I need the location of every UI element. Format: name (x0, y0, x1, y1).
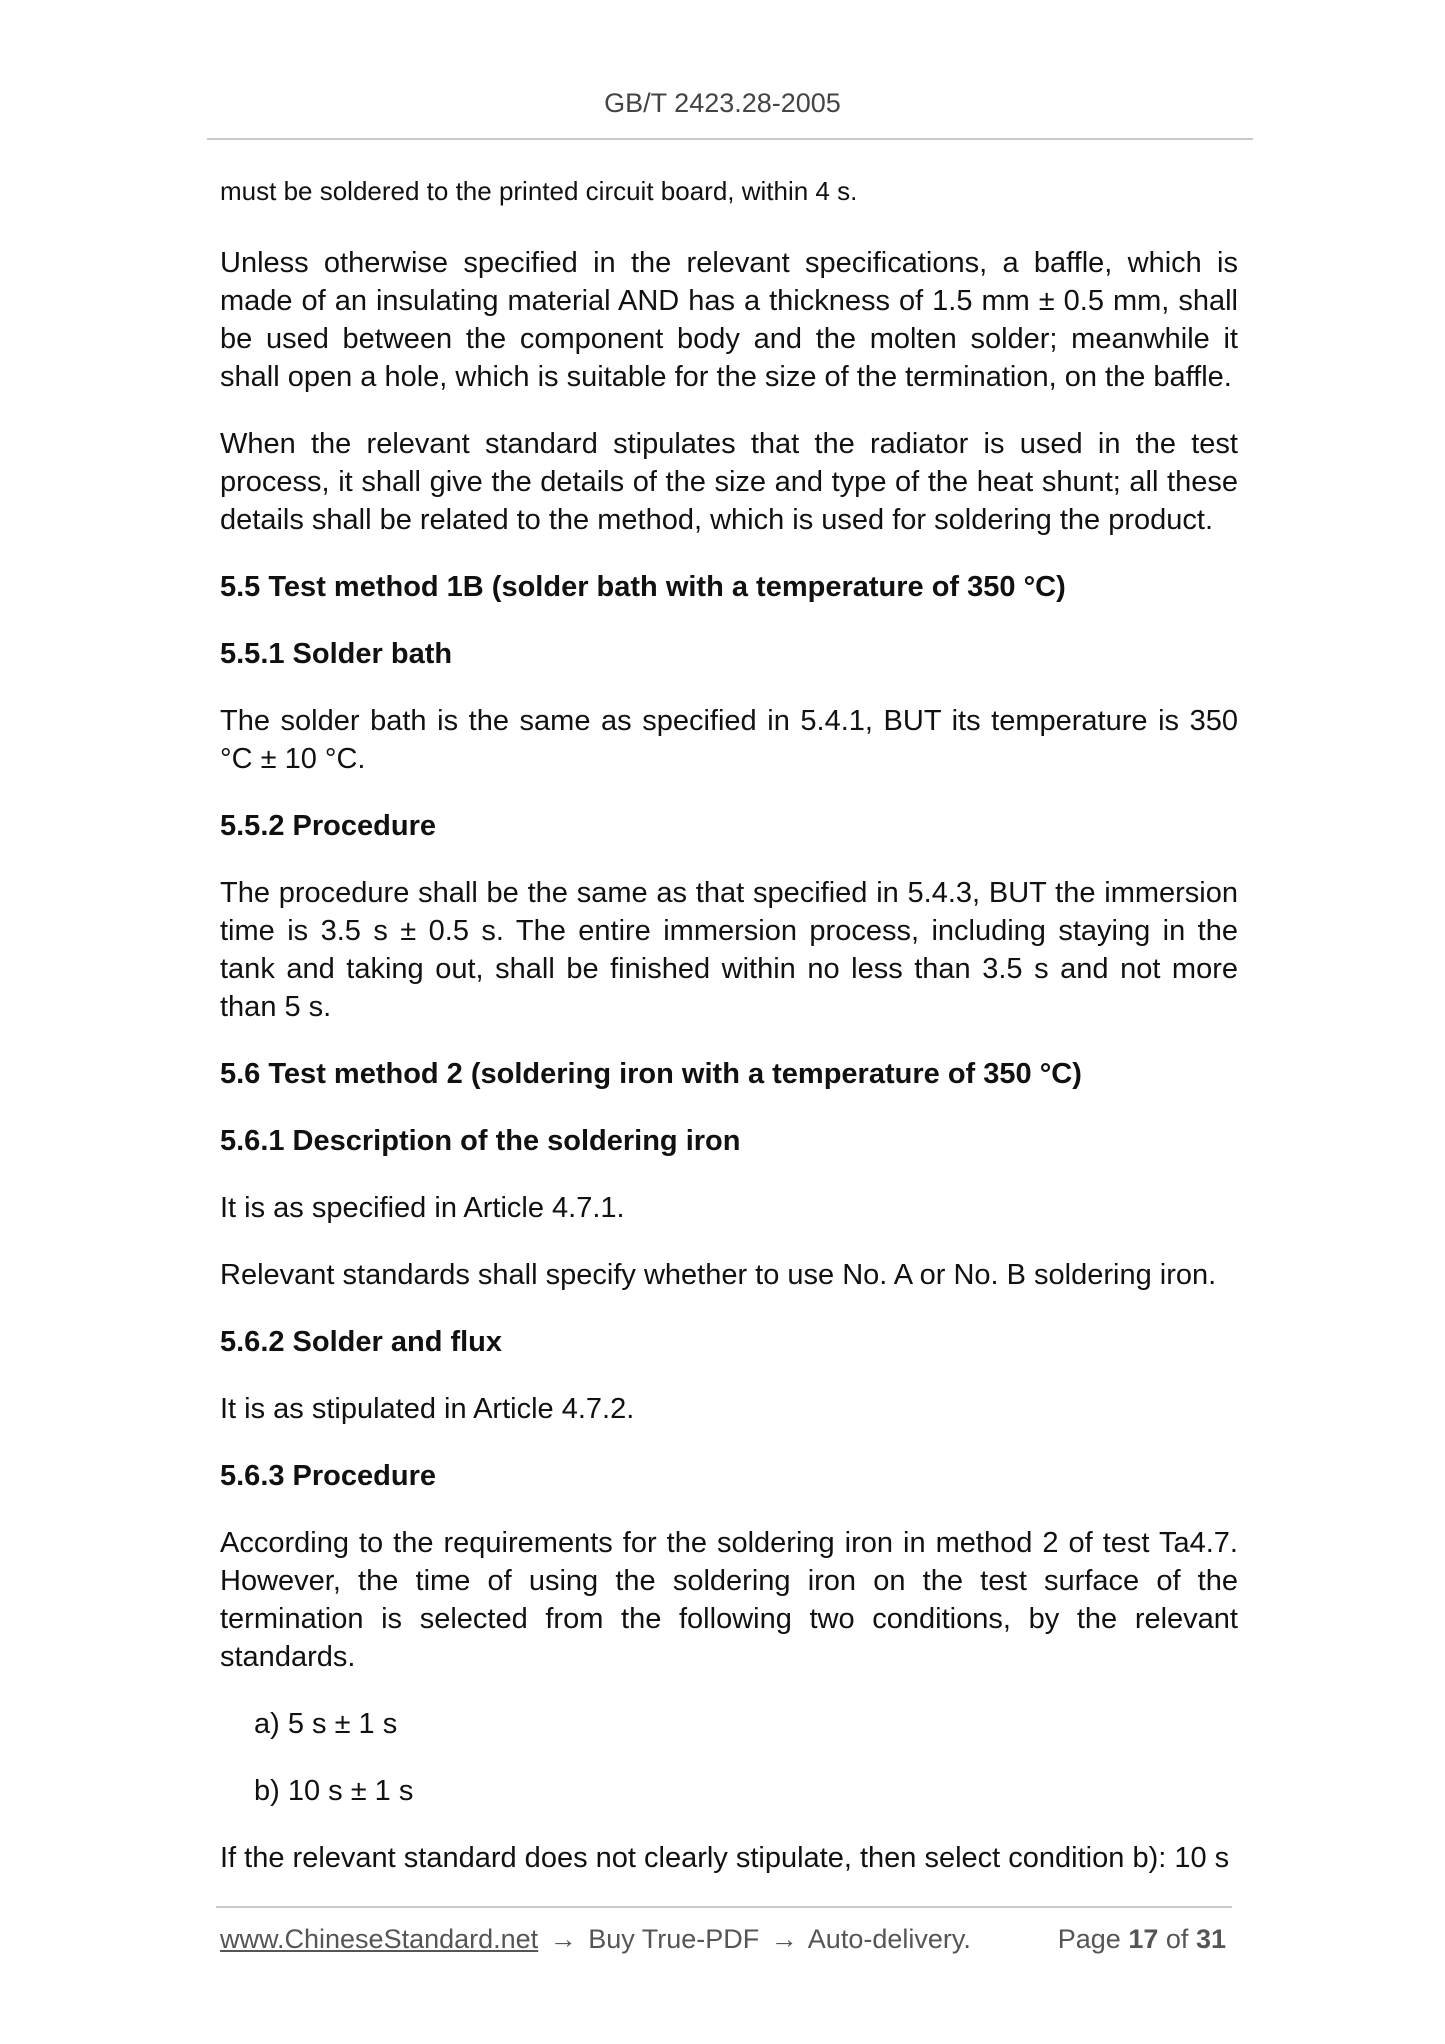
heading-5-5-1: 5.5.1 Solder bath (220, 638, 453, 670)
footer-divider (216, 1906, 1232, 1908)
arrow-right-icon: → (770, 1924, 798, 1954)
heading-5-6-1: 5.6.1 Description of the soldering iron (220, 1125, 741, 1157)
paragraph-iron-spec: It is as specified in Article 4.7.1. (220, 1192, 625, 1224)
heading-5-6-3: 5.6.3 Procedure (220, 1460, 436, 1492)
page-footer (220, 1924, 1232, 1955)
paragraph-radiator: When the relevant standard stipulates that the radiator is used in the test process, it shall give the details of the size and type of the heat shunt; all these details shall be related to the method, which is used for soldering the product. (220, 428, 1238, 536)
page-word: Page (1057, 1924, 1121, 1954)
header-divider (207, 138, 1253, 140)
paragraph-continuation: must be soldered to the printed circuit board, within 4 s. (220, 176, 858, 206)
heading-5-6: 5.6 Test method 2 (soldering iron with a temperature of 350 °C) (220, 1058, 1082, 1090)
paragraph-procedure-1b: The procedure shall be the same as that specified in 5.4.3, BUT the immersion time is 3.5 s ± 0.5 s. The entire immersion process, including staying in the tank and taking out, shall be finished within no less than 3.5 s and not more than 5 s. (220, 877, 1238, 1023)
paragraph-default-condition: If the relevant standard does not clearly stipulate, then select condition b): 10 s (220, 1842, 1230, 1874)
paragraph-iron-type: Relevant standards shall specify whether to use No. A or No. B soldering iron. (220, 1259, 1217, 1291)
current-page-number: 17 (1128, 1924, 1159, 1954)
heading-5-5-2: 5.5.2 Procedure (220, 810, 436, 842)
list-item-a: a) 5 s ± 1 s (254, 1708, 398, 1740)
arrow-right-icon: → (549, 1924, 577, 1954)
page-number-indicator (1058, 1924, 1226, 1955)
heading-5-6-2: 5.6.2 Solder and flux (220, 1326, 503, 1358)
document-body (220, 172, 1238, 1906)
paragraph-baffle: Unless otherwise specified in the relevant specifications, a baffle, which is made of an insulating material AND has a thickness of 1.5 mm ± 0.5 mm, shall be used between the component body and the molten solder; meanwhile it shall open a hole, which is suitable for the size of the termination, on the baffle. (220, 247, 1238, 393)
buy-true-pdf-text: Buy True-PDF (588, 1924, 760, 1954)
auto-delivery-text: Auto-delivery. (807, 1924, 971, 1954)
total-page-count: 31 (1195, 1924, 1226, 1954)
paragraph-solder-bath: The solder bath is the same as specified in 5.4.1, BUT its temperature is 350 °C ± 10 °C. (220, 705, 1238, 775)
list-item-b: b) 10 s ± 1 s (254, 1775, 414, 1807)
site-link[interactable]: www.ChineseStandard.net (220, 1924, 539, 1954)
page-header-title: GB/T 2423.28-2005 (604, 88, 841, 118)
heading-5-5: 5.5 Test method 1B (solder bath with a temperature of 350 °C) (220, 571, 1066, 603)
paragraph-procedure-2: According to the requirements for the soldering iron in method 2 of test Ta4.7. However, the time of using the soldering iron on the test surface of the termination is selected from the following two conditions, by the relevant standards. (220, 1527, 1238, 1673)
of-word: of (1165, 1924, 1189, 1954)
paragraph-solder-flux: It is as stipulated in Article 4.7.2. (220, 1393, 635, 1425)
